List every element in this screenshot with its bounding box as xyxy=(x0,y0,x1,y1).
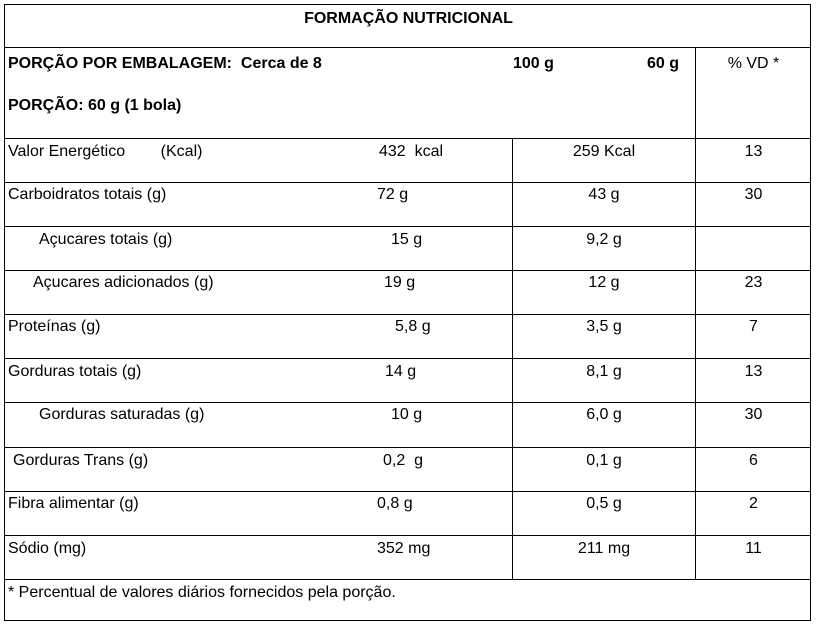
rule-row-8 xyxy=(4,491,811,492)
row-value-100g: 72 g xyxy=(377,186,409,203)
row-value-60g: 6,0 g xyxy=(586,406,622,423)
row-label: Gorduras totais (g) xyxy=(8,363,142,380)
serving-size: PORÇÃO: 60 g (1 bola) xyxy=(8,97,182,114)
column-header-100g: 100 g xyxy=(513,55,554,72)
footnote: * Percentual de valores diários fornecidos pela porção. xyxy=(8,584,396,601)
row-value-vd: 13 xyxy=(744,363,763,380)
row-value-vd: 30 xyxy=(744,186,763,203)
row-value-60g: 12 g xyxy=(588,274,620,291)
row-value-60g: 9,2 g xyxy=(586,231,622,248)
row-value-100g: 14 g xyxy=(385,363,417,380)
rule-row-5 xyxy=(4,358,811,359)
row-value-vd: 2 xyxy=(749,495,758,512)
row-label: Gorduras Trans (g) xyxy=(13,452,149,469)
row-value-60g: 8,1 g xyxy=(586,363,622,380)
row-label: Gorduras saturadas (g) xyxy=(39,406,205,423)
row-value-60g: 211 mg xyxy=(577,540,631,557)
row-value-100g: 15 g xyxy=(391,231,423,248)
rule-row-4 xyxy=(4,314,811,315)
rule-row-3 xyxy=(4,270,811,271)
table-title: FORMAÇÃO NUTRICIONAL xyxy=(304,10,513,27)
row-value-60g: 0,5 g xyxy=(586,495,622,512)
rule-row-9 xyxy=(4,535,811,536)
rule-row-2 xyxy=(4,226,811,227)
rule-title xyxy=(4,47,811,48)
row-value-60g: 3,5 g xyxy=(586,318,622,335)
row-value-100g: 432 kcal xyxy=(379,143,444,160)
row-value-100g: 0,2 g xyxy=(383,452,424,469)
rule-row-7 xyxy=(4,447,811,448)
row-value-60g: 0,1 g xyxy=(586,452,622,469)
row-label: Valor Energético (Kcal) xyxy=(8,143,203,160)
row-value-100g: 0,8 g xyxy=(377,495,413,512)
row-value-100g: 19 g xyxy=(384,274,416,291)
column-header-vd: % VD * xyxy=(727,55,780,72)
row-label: Proteínas (g) xyxy=(8,318,101,335)
row-label: Carboidratos totais (g) xyxy=(8,186,167,203)
rule-header xyxy=(4,138,811,139)
rule-row-10 xyxy=(4,579,811,580)
row-value-vd: 23 xyxy=(744,274,763,291)
row-value-100g: 352 mg xyxy=(377,540,431,557)
row-label: Fibra alimentar (g) xyxy=(8,495,139,512)
servings-per-package: PORÇÃO POR EMBALAGEM: Cerca de 8 xyxy=(8,55,322,72)
row-value-100g: 10 g xyxy=(391,406,423,423)
row-label: Sódio (mg) xyxy=(8,540,87,557)
row-label: Açucares adicionados (g) xyxy=(33,274,214,291)
rule-row-1 xyxy=(4,182,811,183)
column-header-60g: 60 g xyxy=(647,55,680,72)
row-value-vd: 11 xyxy=(745,540,762,557)
row-value-vd: 7 xyxy=(749,318,758,335)
row-value-vd: 30 xyxy=(744,406,763,423)
row-value-60g: 259 Kcal xyxy=(572,143,636,160)
row-label: Açucares totais (g) xyxy=(39,231,173,248)
row-value-100g: 5,8 g xyxy=(395,318,431,335)
rule-row-6 xyxy=(4,402,811,403)
row-value-vd: 13 xyxy=(744,143,763,160)
row-value-vd: 6 xyxy=(749,452,758,469)
row-value-60g: 43 g xyxy=(588,186,620,203)
